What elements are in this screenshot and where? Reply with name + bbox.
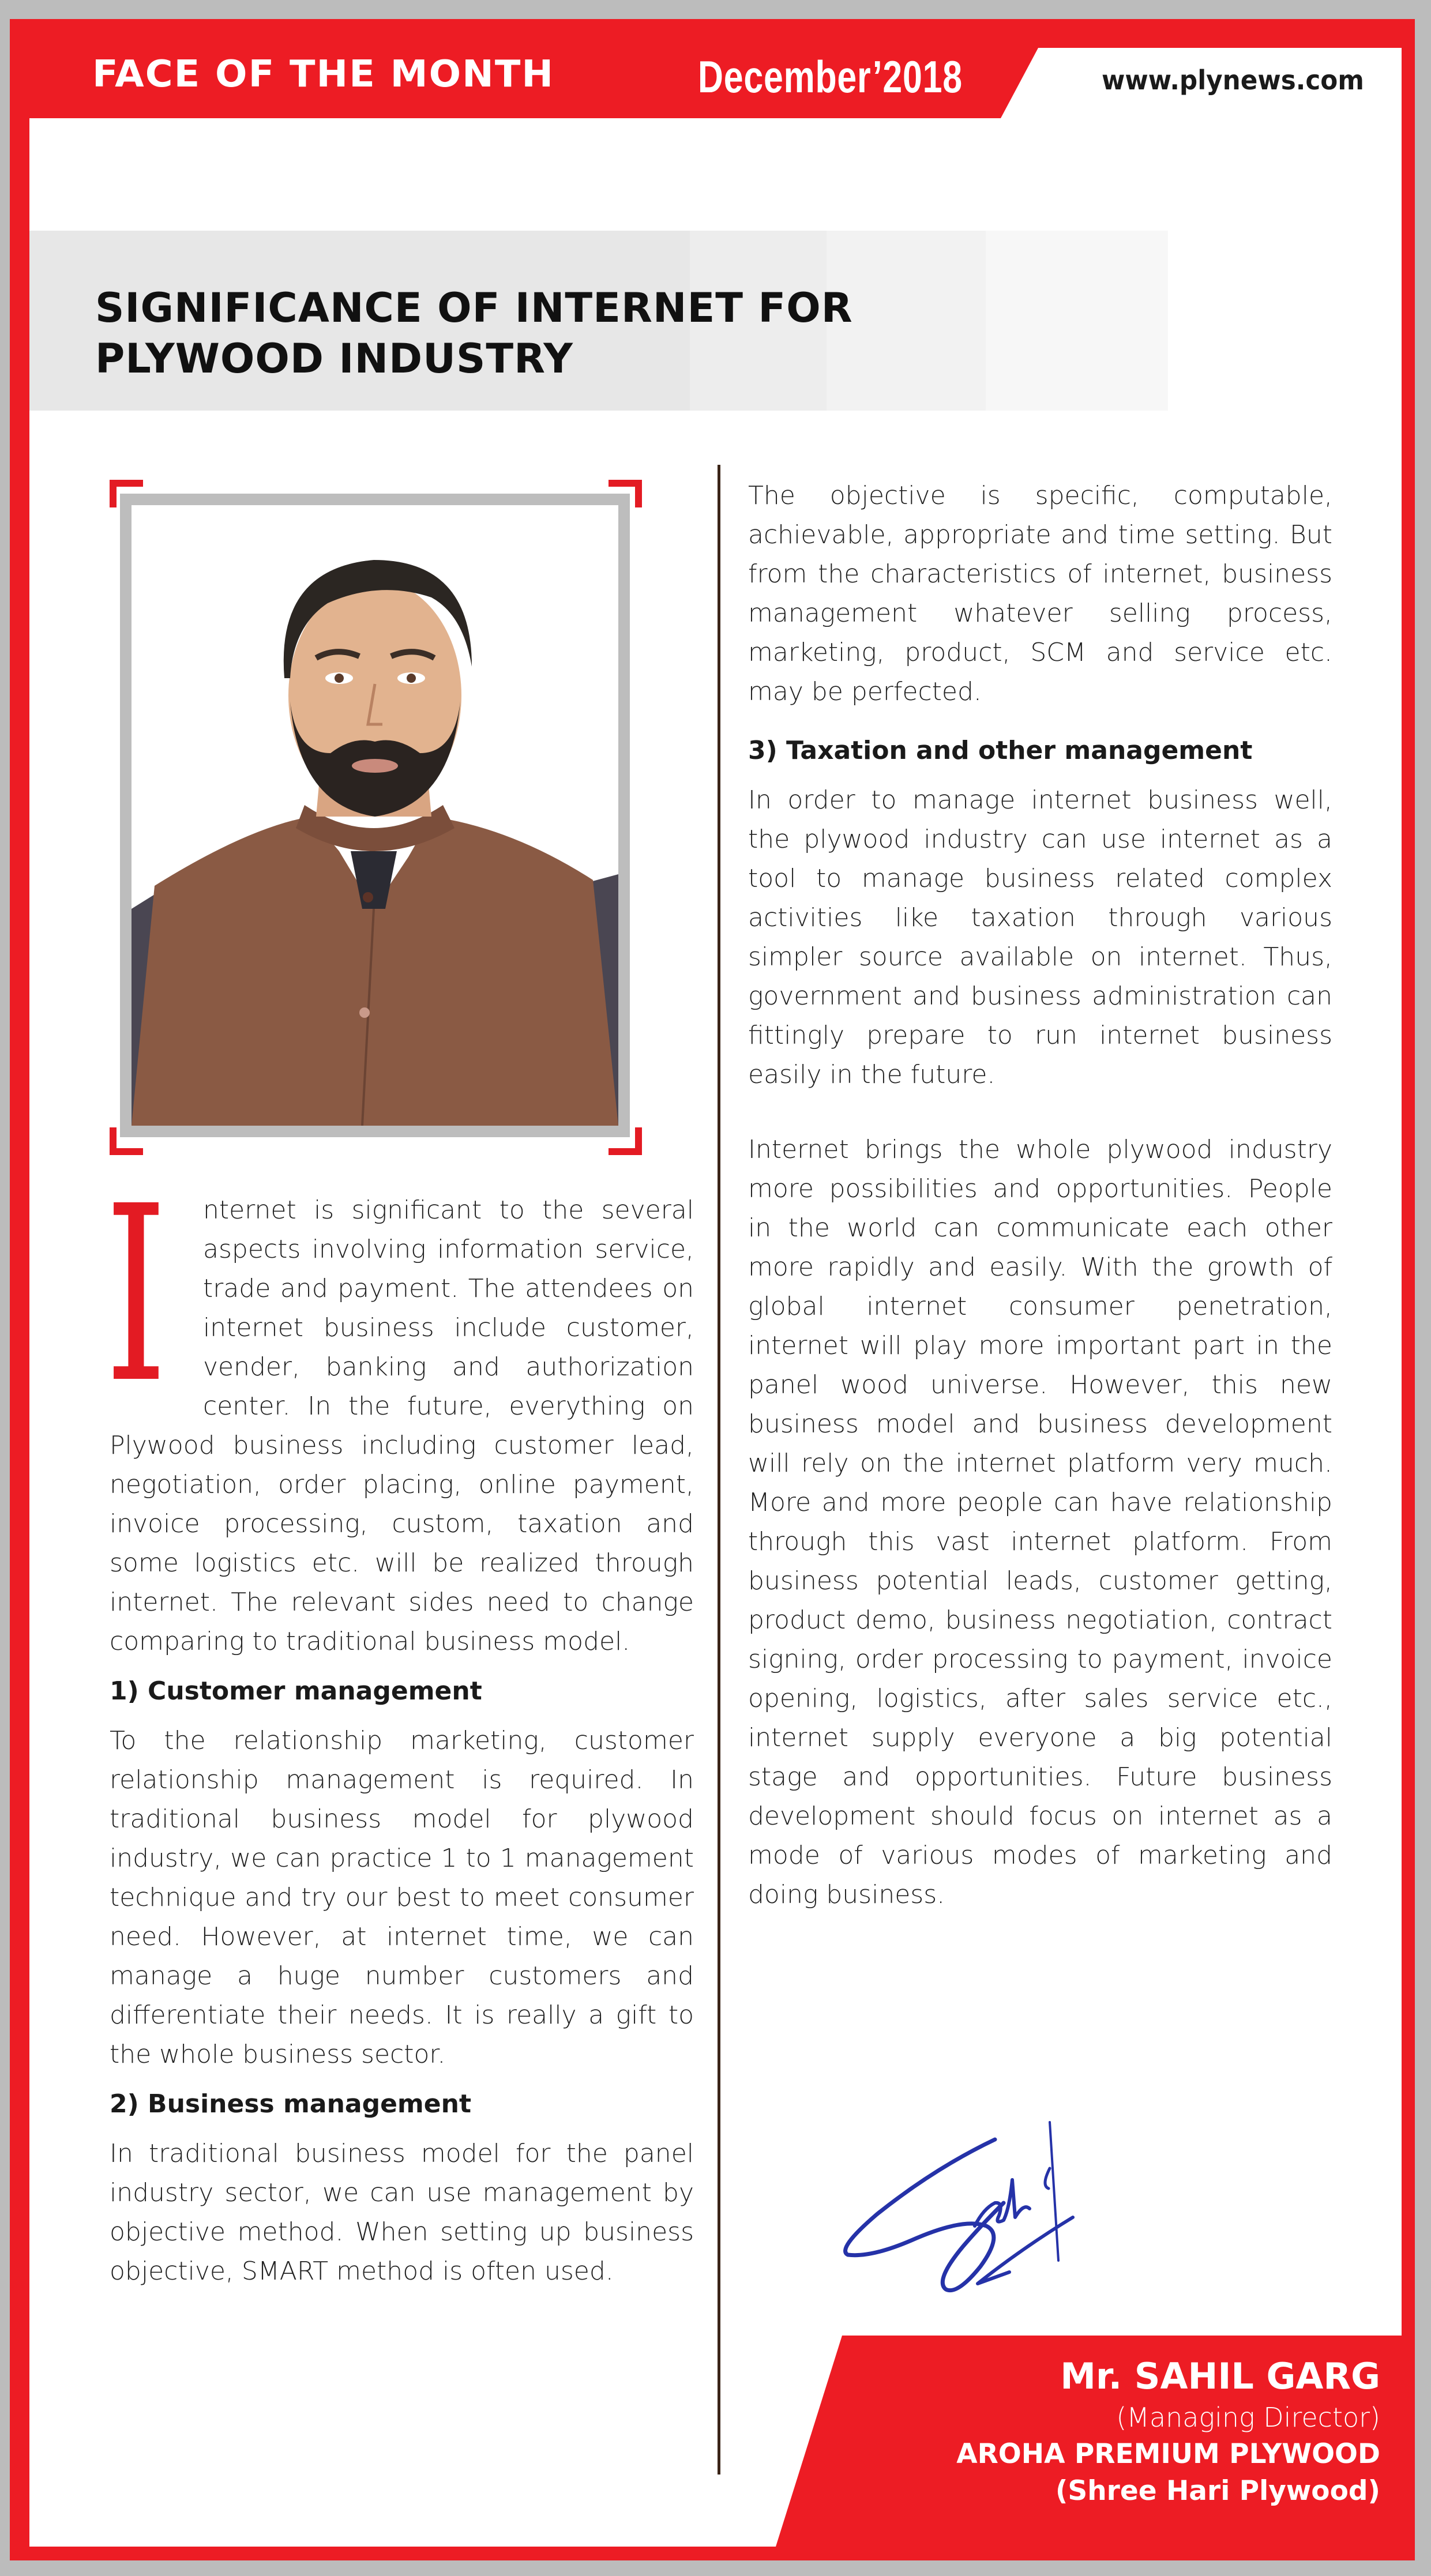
author-credit	[956, 2354, 1380, 2510]
section-body-business-management-continued: The objective is specific, computable, achievable, appropriate and time setting. But from the characteristics of internet, business management whatever selling process, marketing, product, SCM and service etc. may be perfected.	[748, 481, 1332, 706]
section-heading-customer-management: 1) Customer management	[110, 1676, 482, 1706]
section-heading-taxation: 3) Taxation and other management	[748, 736, 1253, 765]
author-name: Mr. SAHIL GARG	[1060, 2355, 1380, 2397]
section-body-taxation: In order to manage internet business well, the plywood industry can use internet as a tool to manage business related complex activities like taxation through various simpler source available on internet. Thus, government and business administration can fittingly prepare to run internet business easily in the future.	[748, 785, 1332, 1089]
photo-corner-bracket-top-right	[609, 480, 642, 507]
photo-corner-bracket-bottom-left	[110, 1127, 143, 1155]
author-company-alt: (Shree Hari Plywood)	[1055, 2475, 1380, 2507]
author-company: AROHA PREMIUM PLYWOOD	[956, 2438, 1380, 2470]
title-line-1: SIGNIFICANCE OF INTERNET FOR	[95, 284, 853, 332]
left-column	[105, 1155, 694, 2291]
article-title	[95, 283, 1133, 384]
paragraph-spacer	[748, 1095, 1332, 1130]
author-photo	[132, 505, 618, 1126]
photo-corner-bracket-top-left	[110, 480, 143, 507]
intro-paragraph	[105, 1155, 694, 1661]
section-heading-business-management: 2) Business management	[110, 2089, 471, 2119]
author-role: (Managing Director)	[1116, 2402, 1380, 2433]
signature-icon	[831, 2116, 1269, 2307]
conclusion-text: Internet brings the whole plywood industry more possibilities and opportunities. People in the world can communicate each other more rapidly and easily. With the growth of global internet consumer penetration, internet will play more important part in the panel wood universe. However, this new business model and business development will rely on the internet platform very much. More and more people can have relationship through this vast internet platform. From business potential leads, customer getting, product demo, business negotiation, contract signing, order processing to payment, invoice opening, logistics, after sales service etc., internet supply everyone a big potential stage and opportunities. Future business development should focus on internet as a mode of various modes of marketing and doing business.	[748, 1135, 1332, 1909]
issue-date: December’2018	[698, 51, 963, 102]
intro-text: nternet is significant to the several aspects involving information service, trade and payment. The attendees on internet business include customer, vender, banking and authorization center. In the future, everything on Plywood business including customer lead, negotiation, order placing, online payment, invoice processing, custom, taxation and some logistics etc. will be realized through internet. The relevant sides need to change comparing to traditional business model.	[110, 1195, 694, 1656]
section-body-business-management: In traditional business model for the panel industry sector, we can use management by objective method. When setting up business objective, SMART method is often used.	[110, 2139, 694, 2286]
drop-cap: I	[105, 1155, 167, 1436]
website-link[interactable]: www.plynews.com	[1102, 65, 1364, 96]
photo-corner-bracket-bottom-right	[609, 1127, 642, 1155]
portrait-illustration	[132, 505, 618, 1126]
section-body-customer-management: To the relationship marketing, customer relationship management is required. In traditional business model for plywood industry, we can practice 1 to 1 management technique and try our best to meet consumer need. However, at internet time, we can manage a huge number customers and differentiate their needs. It is really a gift to the whole business sector.	[110, 1726, 694, 2069]
section-label: FACE OF THE MONTH	[92, 53, 555, 96]
column-divider	[718, 465, 720, 2475]
title-line-2: PLYWOOD INDUSTRY	[95, 335, 573, 382]
right-column	[748, 476, 1332, 1915]
